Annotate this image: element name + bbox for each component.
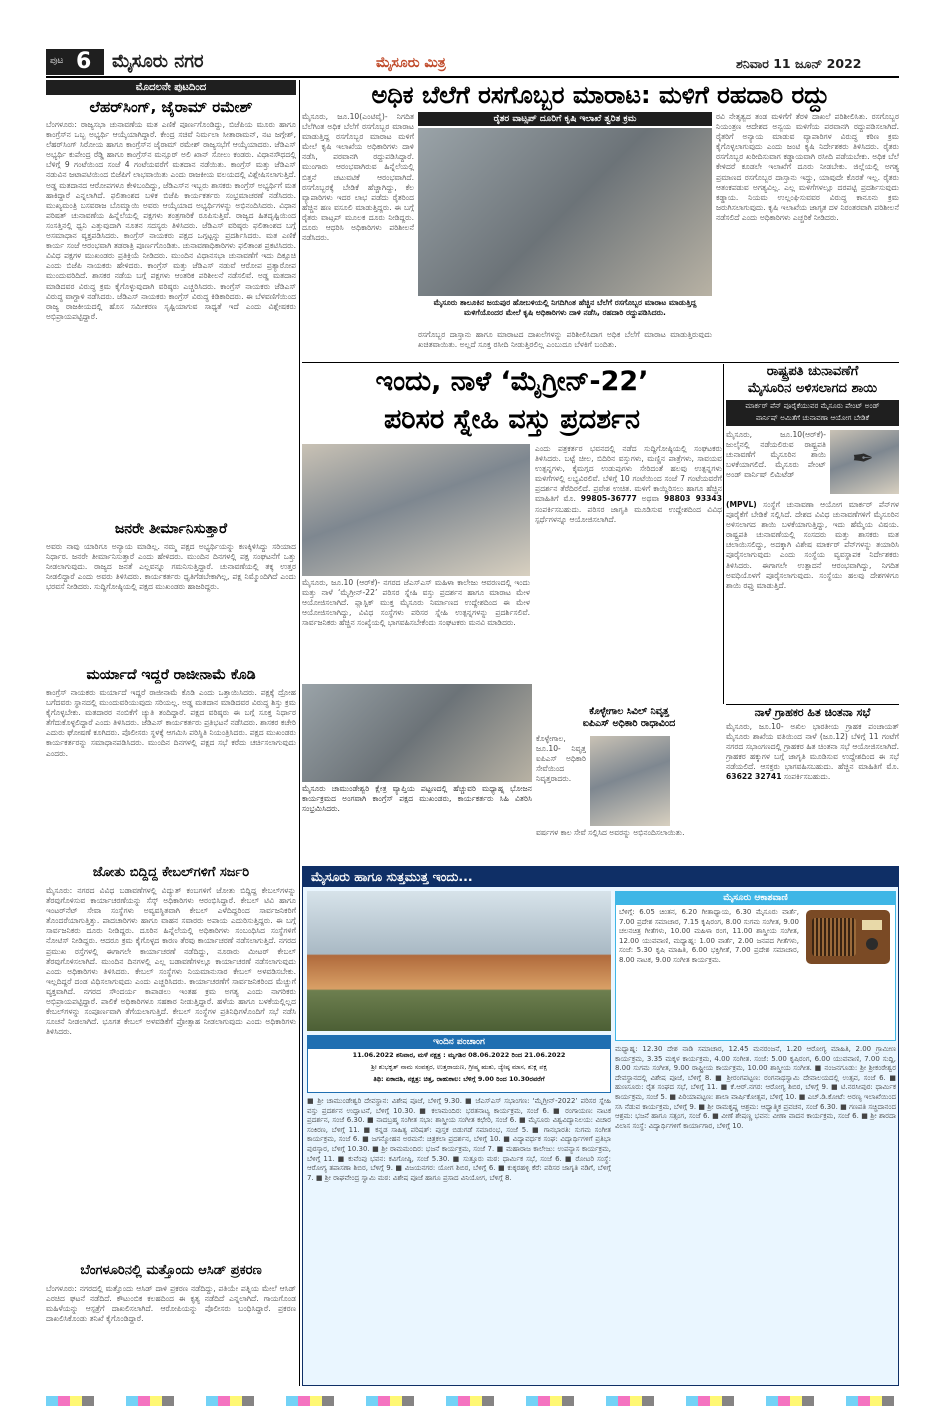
election-headline-line2: ಮೈಸೂರಿನ ಅಳಿಸಲಾಗದ ಶಾಯಿ	[747, 381, 878, 396]
radio-title-bar	[616, 892, 895, 905]
story4-headline: ಜೋತು ಬಿದ್ದಿದ್ದ ಕೇಬಲ್‌ಗಳಿಗೆ ಸರ್ಜರಿ	[92, 865, 250, 880]
fountain-pen-icon: ✒	[852, 444, 874, 474]
radio-speaker-grille	[812, 918, 856, 956]
story2-headline: ಜನರೇ ತೀರ್ಮಾನಿಸುತ್ತಾರೆ	[114, 521, 228, 537]
consumer-phone: 63622 32741	[726, 772, 782, 782]
story5-headline: ಬೆಂಗಳೂರಿನಲ್ಲಿ ಮತ್ತೊಂದು ಆಸಿಡ್ ಪ್ರಕರಣ	[80, 1263, 262, 1278]
election-acronym: (MPVL)	[726, 500, 757, 509]
kicker-label: ಮೊದಲನೇ ಪುಟದಿಂದ	[135, 82, 207, 93]
palace-photo	[307, 891, 611, 1031]
panchanga-title: ಇಂದಿನ ಪಂಚಾಂಗ	[433, 1037, 485, 1047]
issue-date: ಶನಿವಾರ 11 ಜೂನ್ 2022	[736, 56, 862, 71]
story3-body: ಕಾಂಗ್ರೆಸ್ ನಾಯಕರು ಮರ್ಯಾದೆ ಇದ್ದರೆ ರಾಜೀನಾಮೆ ಕೊಡಿ ಎಂದು ಒತ್ತಾಯಿಸಿದರು. ಪಕ್ಷಕ್ಕೆ ದ್ರೋಹ ಬಗೆದವರು ಸ್ಥಾನದಲ್ಲಿ ಮುಂದುವರಿಯುವುದು ಸರಿಯಲ್ಲ. ಅಡ್ಡ ಮತದಾನ ಮಾಡಿದವರ ವಿರುದ್ಧ ಶಿಸ್ತು ಕ್ರಮ ಕೈಗೊಳ್ಳಬೇಕು. ಮತದಾರರ ನಂಬಿಕೆಗೆ ಚ್ಯುತಿ ತಂದಿದ್ದಾರೆ. ಪಕ್ಷದ ವರಿಷ್ಠರು ಈ ಬಗ್ಗೆ ಸೂಕ್ತ ನಿರ್ಧಾರ ತೆಗೆದುಕೊಳ್ಳಲಿದ್ದಾರೆ ಎಂದು ತಿಳಿಸಿದರು. ಜೆಡಿಎಸ್ ಕಾರ್ಯಕರ್ತರು ಪ್ರತಿಭಟನೆ ನಡೆಸಿದರು. ಶಾಸಕರ ಕಚೇರಿ ಎದುರು ಘೋಷಣೆ ಕೂಗಿದರು. ಪೊಲೀಸರು ಸ್ಥಳಕ್ಕೆ ಆಗಮಿಸಿ ಪರಿಸ್ಥಿತಿ ನಿಯಂತ್ರಿಸಿದರು. ಪಕ್ಷದ ಮುಖಂಡರು ಕಾರ್ಯಕರ್ತರನ್ನು ಸಮಾಧಾನಪಡಿಸಿದರು. ಮುಂದಿನ ದಿನಗಳಲ್ಲಿ ಪಕ್ಷದ ಸಭೆ ಕರೆದು ಚರ್ಚಿಸಲಾಗುವುದು ಎಂದರು.	[46, 688, 296, 758]
column-divider	[299, 80, 300, 1386]
consumer-story	[726, 706, 899, 856]
election-divider	[723, 364, 724, 704]
expo-body-right: ಎಂದು ಪತ್ರಕರ್ತರ ಭವನದಲ್ಲಿ ನಡೆದ ಸುದ್ದಿಗೋಷ್ಠಿಯಲ್ಲಿ ಸಂಘಟಕರು ತಿಳಿಸಿದರು. ಬಟ್ಟೆ ಚೀಲ, ಬಿದಿರಿನ ವಸ್ತುಗಳು, ಮಣ್ಣಿನ ಪಾತ್ರೆಗಳು, ಸಾವಯವ ಉತ್ಪನ್ನಗಳು, ಕೈಮಗ್ಗದ ಉಡುಪುಗಳು ಸೇರಿದಂತೆ ಹಲವು ಉತ್ಪನ್ನಗಳು ಮಳಿಗೆಗಳಲ್ಲಿ ಲಭ್ಯವಿರಲಿವೆ. ಬೆಳಿಗ್ಗೆ 10 ಗಂಟೆಯಿಂದ ಸಂಜೆ 7 ಗಂಟೆಯವರೆಗೆ ಪ್ರದರ್ಶನ ತೆರೆದಿರಲಿದೆ. ಪ್ರವೇಶ ಉಚಿತ. ಮಳಿಗೆ ಕಾಯ್ದಿರಿಸಲು ಹಾಗೂ ಹೆಚ್ಚಿನ ಮಾಹಿತಿಗೆ ಮೊ. 99805-36777 ಅಥವಾ 98803 93343 ಸಂಪರ್ಕಿಸಬಹುದು. ಪರಿಸರ ಜಾಗೃತಿ ಮೂಡಿಸುವ ಉದ್ದೇಶದಿಂದ ವಿವಿಧ ಸ್ಪರ್ಧೆಗಳನ್ನೂ ಆಯೋಜಿಸಲಾಗಿದೆ.	[535, 444, 722, 524]
expo-headline-line2: ಪರಿಸರ ಸ್ನೇಹಿ ವಸ್ತು ಪ್ರದರ್ಶನ	[383, 404, 641, 435]
election-subhead-line2: ವಾರ್ನಿಷ್ ಅಮಿತೆಗೆ ಚುನಾವಣಾ ಆಯೋಗ ಬೇಡಿಕೆ	[755, 413, 870, 422]
radio-icon	[806, 910, 890, 964]
retirement-photo	[590, 736, 670, 826]
page-header	[46, 49, 899, 78]
story4-body: ಮೈಸೂರು: ನಗರದ ವಿವಿಧ ಬಡಾವಣೆಗಳಲ್ಲಿ ವಿದ್ಯುತ್ ಕಂಬಗಳಿಗೆ ಜೋತು ಬಿದ್ದಿದ್ದ ಕೇಬಲ್‌ಗಳನ್ನು ತೆರವುಗೊಳಿಸುವ ಕಾರ್ಯಾಚರಣೆಯನ್ನು ಸೆಸ್ಕ್ ಅಧಿಕಾರಿಗಳು ಆರಂಭಿಸಿದ್ದಾರೆ. ಕೇಬಲ್ ಟಿವಿ ಹಾಗೂ ಇಂಟರ್‌ನೆಟ್ ಸೇವಾ ಸಂಸ್ಥೆಗಳು ಅವ್ಯವಸ್ಥಿತವಾಗಿ ಕೇಬಲ್ ಎಳೆದಿದ್ದರಿಂದ ಸಾರ್ವಜನಿಕರಿಗೆ ತೊಂದರೆಯಾಗುತ್ತಿತ್ತು. ಪಾದಚಾರಿಗಳು ಹಾಗೂ ವಾಹನ ಸವಾರರು ಅಪಾಯ ಎದುರಿಸುತ್ತಿದ್ದರು. ಈ ಬಗ್ಗೆ ಸಾರ್ವಜನಿಕರು ದೂರು ನೀಡಿದ್ದರು. ದೂರಿನ ಹಿನ್ನೆಲೆಯಲ್ಲಿ ಅಧಿಕಾರಿಗಳು ಸಂಬಂಧಿಸಿದ ಸಂಸ್ಥೆಗಳಿಗೆ ನೋಟಿಸ್ ನೀಡಿದ್ದರು. ಆದರೂ ಕ್ರಮ ಕೈಗೊಳ್ಳದ ಕಾರಣ ತೆರವು ಕಾರ್ಯಾಚರಣೆ ನಡೆಸಲಾಗುತ್ತಿದೆ. ನಗರದ ಪ್ರಮುಖ ರಸ್ತೆಗಳಲ್ಲಿ ಈಗಾಗಲೇ ಕಾರ್ಯಾಚರಣೆ ನಡೆದಿದ್ದು, ನೂರಾರು ಮೀಟರ್ ಕೇಬಲ್ ತೆರವುಗೊಳಿಸಲಾಗಿದೆ. ಮುಂದಿನ ದಿನಗಳಲ್ಲಿ ಎಲ್ಲ ಬಡಾವಣೆಗಳಲ್ಲೂ ಕಾರ್ಯಾಚರಣೆ ನಡೆಸಲಾಗುವುದು ಎಂದು ಅಧಿಕಾರಿಗಳು ತಿಳಿಸಿದರು. ಕೇಬಲ್ ಸಂಸ್ಥೆಗಳು ನಿಯಮಾನುಸಾರ ಕೇಬಲ್ ಅಳವಡಿಸಬೇಕು. ಇಲ್ಲದಿದ್ದರೆ ದಂಡ ವಿಧಿಸಲಾಗುವುದು ಎಂದು ಎಚ್ಚರಿಸಿದರು. ಕಾರ್ಯಾಚರಣೆಗೆ ಸಾರ್ವಜನಿಕರಿಂದ ಮೆಚ್ಚುಗೆ ವ್ಯಕ್ತವಾಗಿದೆ. ನಗರದ ಸೌಂದರ್ಯ ಕಾಪಾಡಲು ಇಂತಹ ಕ್ರಮ ಅಗತ್ಯ ಎಂದು ನಾಗರಿಕರು ಅಭಿಪ್ರಾಯಪಟ್ಟಿದ್ದಾರೆ. ಪಾಲಿಕೆ ಅಧಿಕಾರಿಗಳೂ ಸಹಕಾರ ನೀಡುತ್ತಿದ್ದಾರೆ. ಹಳೆಯ ಹಾಗೂ ಬಳಕೆಯಲ್ಲಿಲ್ಲದ ಕೇಬಲ್‌ಗಳನ್ನು ಸಂಪೂರ್ಣವಾಗಿ ತೆಗೆಯಲಾಗುತ್ತಿದೆ. ಕೇಬಲ್ ಸಂಸ್ಥೆಗಳ ಪ್ರತಿನಿಧಿಗಳೊಂದಿಗೆ ಸಭೆ ನಡೆಸಿ ಸೂಚನೆ ನೀಡಲಾಗಿದೆ. ಭೂಗತ ಕೇಬಲ್ ಅಳವಡಿಕೆಗೆ ಪ್ರೋತ್ಸಾಹ ನೀಡಲಾಗುವುದು ಎಂದು ಅಧಿಕಾರಿಗಳು ತಿಳಿಸಿದರು.	[46, 886, 296, 1037]
congress-photo	[302, 684, 532, 782]
panchanga-line3: ತಿಥಿ: ಏಕಾದಶಿ, ನಕ್ಷತ್ರ: ಚಿತ್ತ, ರಾಹುಕಾಲ: ಬೆಳಿಗ್ಗೆ 9.00 ರಿಂದ 10.30ರವರೆಗೆ	[373, 1075, 545, 1083]
panchanga-line1: 11.06.2022 ಶನಿವಾರ, ಮಳೆ ನಕ್ಷತ್ರ : ಮೃಗಶಿರ 08.06.2022 ರಿಂದ 21.06.2022	[352, 1051, 566, 1059]
kicker-bar	[46, 80, 296, 95]
election-photo	[830, 430, 899, 494]
events-list-right: ಮಧ್ಯಾಹ್ನ: 12.30 ದೇಶ ನಾಡಿ ಸಮಾಚಾರ, 12.45 ಮನರಂಜನೆ, 1.20 ಆರೋಗ್ಯ ಮಾಹಿತಿ, 2.00 ಗ್ರಾಮೀಣ ಕಾರ್ಯಕ್ರಮ, 3.35 ಮಕ್ಕಳ ಕಾರ್ಯಕ್ರಮ, 4.00 ಸಂಗೀತ. ಸಂಜೆ: 5.00 ಕೃಷಿರಂಗ, 6.00 ಯುವವಾಣಿ, 7.00 ಸುದ್ದಿ, 8.00 ಸುಗಮ ಸಂಗೀತ, 9.00 ರಾಷ್ಟ್ರೀಯ ಕಾರ್ಯಕ್ರಮ, 10.00 ಶಾಸ್ತ್ರೀಯ ಸಂಗೀತ. ■ ನಂಜನಗೂಡು: ಶ್ರೀ ಶ್ರೀಕಂಠೇಶ್ವರ ದೇವಸ್ಥಾನದಲ್ಲಿ ವಿಶೇಷ ಪೂಜೆ, ಬೆಳಿಗ್ಗೆ 8. ■ ಶ್ರೀರಂಗಪಟ್ಟಣ: ರಂಗನಾಥಸ್ವಾಮಿ ದೇವಾಲಯದಲ್ಲಿ ಉತ್ಸವ, ಸಂಜೆ 6. ■ ಹುಣಸೂರು: ರೈತ ಸಂಘದ ಸಭೆ, ಬೆಳಿಗ್ಗೆ 11. ■ ಕೆ.ಆರ್.ನಗರ: ಆರೋಗ್ಯ ಶಿಬಿರ, ಬೆಳಿಗ್ಗೆ 9. ■ ಟಿ.ನರಸೀಪುರ: ಧಾರ್ಮಿಕ ಕಾರ್ಯಕ್ರಮ, ಸಂಜೆ 5. ■ ಪಿರಿಯಾಪಟ್ಟಣ: ಶಾಲಾ ವಾರ್ಷಿಕೋತ್ಸವ, ಬೆಳಿಗ್ಗೆ 10. ■ ಎಚ್.ಡಿ.ಕೋಟೆ: ಅರಣ್ಯ ಇಲಾಖೆಯಿಂದ ಸಸಿ ನೆಡುವ ಕಾರ್ಯಕ್ರಮ, ಬೆಳಿಗ್ಗೆ 9. ■ ಶ್ರೀ ರಾಮಕೃಷ್ಣ ಆಶ್ರಮ: ಆಧ್ಯಾತ್ಮಿಕ ಪ್ರವಚನ, ಸಂಜೆ 6.30. ■ ಗಣಪತಿ ಸಚ್ಚಿದಾನಂದ ಆಶ್ರಮ: ಭಜನೆ ಹಾಗೂ ಸತ್ಸಂಗ, ಸಂಜೆ 6. ■ ವೀಣೆ ಶೇಷಣ್ಣ ಭವನ: ವೀಣಾ ವಾದನ ಕಾರ್ಯಕ್ರಮ, ಸಂಜೆ 6. ■ ಶ್ರೀ ಶಾರದಾ ವಿಲಾಸ ಸಂಸ್ಥೆ: ವಿದ್ಯಾರ್ಥಿಗಳಿಗೆ ಕಾರ್ಯಾಗಾರ, ಬೆಳಿಗ್ಗೆ 10.	[615, 1045, 896, 1130]
radio-box	[615, 891, 896, 1041]
retirement-headline-line1: ಕೊಳ್ಳೇಗಾಲ ಸಿವಿಲ್ ನಿವೃತ್ತ	[589, 706, 669, 717]
lead-subhead-bar	[418, 112, 712, 126]
election-body: ಮೈಸೂರು, ಜೂ.10(ಆರ್‌ಕೆ)- ಜುಲೈನಲ್ಲಿ ನಡೆಯಲಿರುವ ರಾಷ್ಟ್ರಪತಿ ಚುನಾವಣೆಗೆ ಮೈಸೂರಿನ ಶಾಯಿ ಬಳಕೆಯಾಗಲಿದೆ. ಮೈಸೂರು ಪೇಂಟ್ ಅಂಡ್ ವಾರ್ನಿಷ್ ಲಿಮಿಟೆಡ್	[726, 430, 826, 480]
page-label: ಪುಟ	[50, 56, 64, 66]
header-rule	[46, 76, 899, 78]
expo-photo	[302, 444, 530, 576]
lead-body-col3: ರವಿ ನೇತೃತ್ವದ ತಂಡ ಮಳಿಗೆಗೆ ತೆರಳಿ ದಾಖಲೆ ಪರಿಶೀಲಿಸಿತು. ರಸಗೊಬ್ಬರ ನಿಯಂತ್ರಣ ಆದೇಶದ ಅನ್ವಯ ಮಳಿಗೆಯ ಪರವಾನಗಿ ರದ್ದುಪಡಿಸಲಾಗಿದೆ. ರೈತರಿಗೆ ಅನ್ಯಾಯ ಮಾಡುವ ವ್ಯಾಪಾರಿಗಳ ವಿರುದ್ಧ ಕಠಿಣ ಕ್ರಮ ಕೈಗೊಳ್ಳಲಾಗುವುದು ಎಂದು ಜಂಟಿ ಕೃಷಿ ನಿರ್ದೇಶಕರು ತಿಳಿಸಿದರು. ರೈತರು ರಸಗೊಬ್ಬರ ಖರೀದಿಸುವಾಗ ಕಡ್ಡಾಯವಾಗಿ ರಸೀದಿ ಪಡೆಯಬೇಕು. ಅಧಿಕ ಬೆಲೆ ಕೇಳಿದರೆ ಕೂಡಲೇ ಇಲಾಖೆಗೆ ದೂರು ನೀಡಬೇಕು. ಜಿಲ್ಲೆಯಲ್ಲಿ ಅಗತ್ಯ ಪ್ರಮಾಣದ ರಸಗೊಬ್ಬರ ದಾಸ್ತಾನು ಇದ್ದು, ಯಾವುದೇ ಕೊರತೆ ಇಲ್ಲ. ರೈತರು ಆತಂಕಪಡುವ ಅಗತ್ಯವಿಲ್ಲ. ಎಲ್ಲ ಮಳಿಗೆಗಳಲ್ಲೂ ದರಪಟ್ಟಿ ಪ್ರದರ್ಶಿಸುವುದು ಕಡ್ಡಾಯ. ನಿಯಮ ಉಲ್ಲಂಘಿಸುವವರ ವಿರುದ್ಧ ಕಾನೂನು ಕ್ರಮ ಜರುಗಿಸಲಾಗುವುದು. ಕೃಷಿ ಇಲಾಖೆಯ ಜಾಗೃತ ದಳ ನಿರಂತರವಾಗಿ ಪರಿಶೀಲನೆ ನಡೆಸಲಿದೆ ಎಂದು ಅಧಿಕಾರಿಗಳು ಎಚ್ಚರಿಕೆ ನೀಡಿದರು.	[716, 112, 899, 222]
panchanga-box	[307, 1035, 611, 1093]
consumer-top-rule	[726, 704, 899, 705]
radio-knob	[866, 938, 878, 950]
story3-headline: ಮರ್ಯಾದೆ ಇದ್ದರೆ ರಾಜೀನಾಮೆ ಕೊಡಿ	[86, 667, 256, 683]
expo-phone-2: 98803 93343	[664, 494, 722, 504]
lead-body-col2: ರಸಗೊಬ್ಬರ ದಾಸ್ತಾನು ಹಾಗೂ ಮಾರಾಟದ ದಾಖಲೆಗಳನ್ನು ಪರಿಶೀಲಿಸಿದಾಗ ಅಧಿಕ ಬೆಲೆಗೆ ಮಾರಾಟ ಮಾಡುತ್ತಿರುವುದು ಖಚಿತವಾಯಿತು. ಅಲ್ಲದೆ ಸೂಕ್ತ ರಸೀದಿ ನೀಡುತ್ತಿರಲಿಲ್ಲ ಎಂಬುದೂ ಬೆಳಕಿಗೆ ಬಂದಿತು.	[418, 330, 712, 350]
story1-body: ಬೆಂಗಳೂರು: ರಾಜ್ಯಸಭಾ ಚುನಾವಣೆಯ ಮತ ಎಣಿಕೆ ಪೂರ್ಣಗೊಂಡಿದ್ದು, ಬಿಜೆಪಿಯ ಮೂರು ಹಾಗೂ ಕಾಂಗ್ರೆಸ್‌ನ ಒಬ್ಬ ಅಭ್ಯರ್ಥಿ ಆಯ್ಕೆಯಾಗಿದ್ದಾರೆ. ಕೇಂದ್ರ ಸಚಿವೆ ನಿರ್ಮಲಾ ಸೀತಾರಾಮನ್, ನಟ ಜಗ್ಗೇಶ್, ಲೆಹರ್‌ಸಿಂಗ್ ಸಿರೋಯ ಹಾಗೂ ಕಾಂಗ್ರೆಸ್‌ನ ಜೈರಾಮ್ ರಮೇಶ್ ರಾಜ್ಯಸಭೆಗೆ ಆಯ್ಕೆಯಾದರು. ಜೆಡಿಎಸ್ ಅಭ್ಯರ್ಥಿ ಕುಪೇಂದ್ರ ರೆಡ್ಡಿ ಹಾಗೂ ಕಾಂಗ್ರೆಸ್‌ನ ಮನ್ಸೂರ್ ಅಲಿ ಖಾನ್ ಸೋಲು ಕಂಡರು. ವಿಧಾನಸೌಧದಲ್ಲಿ ಬೆಳಿಗ್ಗೆ 9 ಗಂಟೆಯಿಂದ ಸಂಜೆ 4 ಗಂಟೆಯವರೆಗೆ ಮತದಾನ ನಡೆಯಿತು. ಕಾಂಗ್ರೆಸ್ ಮತ್ತು ಜೆಡಿಎಸ್ ನಡುವಿನ ಜಟಾಪಟಿಯಿಂದ ಬಿಜೆಪಿಗೆ ಲಾಭವಾಯಿತು ಎಂದು ರಾಜಕೀಯ ವಲಯದಲ್ಲಿ ವಿಶ್ಲೇಷಿಸಲಾಗುತ್ತಿದೆ. ಅಡ್ಡ ಮತದಾನದ ಆರೋಪಗಳೂ ಕೇಳಿಬಂದಿದ್ದು, ಜೆಡಿಎಸ್‌ನ ಇಬ್ಬರು ಶಾಸಕರು ಕಾಂಗ್ರೆಸ್ ಅಭ್ಯರ್ಥಿಗೆ ಮತ ಹಾಕಿದ್ದಾರೆ ಎನ್ನಲಾಗಿದೆ. ಫಲಿತಾಂಶದ ಬಳಿಕ ಬಿಜೆಪಿ ಕಾರ್ಯಕರ್ತರು ಸಂಭ್ರಮಾಚರಣೆ ನಡೆಸಿದರು. ಮುಖ್ಯಮಂತ್ರಿ ಬಸವರಾಜ ಬೊಮ್ಮಾಯಿ ಅವರು ಆಯ್ಕೆಯಾದ ಅಭ್ಯರ್ಥಿಗಳನ್ನು ಅಭಿನಂದಿಸಿದರು. ವಿಧಾನ ಪರಿಷತ್ ಚುನಾವಣೆಯ ಹಿನ್ನೆಲೆಯಲ್ಲಿ ಪಕ್ಷಗಳು ತಂತ್ರಗಾರಿಕೆ ರೂಪಿಸುತ್ತಿವೆ. ರಾಜ್ಯದ ಹಿತದೃಷ್ಟಿಯಿಂದ ಸಂಸತ್ತಿನಲ್ಲಿ ಧ್ವನಿ ಎತ್ತುವುದಾಗಿ ನೂತನ ಸದಸ್ಯರು ತಿಳಿಸಿದರು. ಜೆಡಿಎಸ್ ವರಿಷ್ಠರು ಫಲಿತಾಂಶದ ಬಗ್ಗೆ ಅಸಮಾಧಾನ ವ್ಯಕ್ತಪಡಿಸಿದರು. ಕಾಂಗ್ರೆಸ್ ನಾಯಕರು ಪಕ್ಷದ ಒಗ್ಗಟ್ಟನ್ನು ಪ್ರದರ್ಶಿಸಿದರು. ಮತ ಎಣಿಕೆ ಕಾರ್ಯ ಸಂಜೆ ಆರಂಭವಾಗಿ ತಡರಾತ್ರಿ ಪೂರ್ಣಗೊಂಡಿತು. ಚುನಾವಣಾಧಿಕಾರಿಗಳು ಫಲಿತಾಂಶ ಪ್ರಕಟಿಸಿದರು. ವಿವಿಧ ಪಕ್ಷಗಳ ಮುಖಂಡರು ಪ್ರತಿಕ್ರಿಯೆ ನೀಡಿದರು. ಮುಂದಿನ ವಿಧಾನಸಭಾ ಚುನಾವಣೆಗೆ ಇದು ದಿಕ್ಸೂಚಿ ಎಂದು ಬಿಜೆಪಿ ನಾಯಕರು ಹೇಳಿದರು. ಕಾಂಗ್ರೆಸ್ ಮತ್ತು ಜೆಡಿಎಸ್ ನಡುವೆ ಆರೋಪ ಪ್ರತ್ಯಾರೋಪ ಮುಂದುವರಿದಿದೆ. ಶಾಸಕರ ನಡೆಯ ಬಗ್ಗೆ ಪಕ್ಷಗಳು ಆಂತರಿಕ ಪರಿಶೀಲನೆ ನಡೆಸಲಿವೆ. ಅಡ್ಡ ಮತದಾನ ಮಾಡಿದವರ ವಿರುದ್ಧ ಕ್ರಮ ಕೈಗೊಳ್ಳುವುದಾಗಿ ವರಿಷ್ಠರು ಎಚ್ಚರಿಸಿದರು. ಕಾಂಗ್ರೆಸ್ ನಾಯಕರು ಜೆಡಿಎಸ್ ವಿರುದ್ಧ ವಾಗ್ದಾಳಿ ನಡೆಸಿದರು. ಜೆಡಿಎಸ್ ನಾಯಕರು ಕಾಂಗ್ರೆಸ್ ವಿರುದ್ಧ ಕಿಡಿಕಾರಿದರು. ಈ ಬೆಳವಣಿಗೆಯಿಂದ ರಾಜ್ಯ ರಾಜಕೀಯದಲ್ಲಿ ಹೊಸ ಸಮೀಕರಣ ಸೃಷ್ಟಿಯಾಗುವ ಸಾಧ್ಯತೆ ಇದೆ ಎಂದು ವಿಶ್ಲೇಷಕರು ಅಭಿಪ್ರಾಯಪಟ್ಟಿದ್ದಾರೆ.	[46, 120, 296, 321]
bottom-color-bar	[46, 1396, 899, 1406]
expo-phone-1: 99805-36777	[580, 494, 637, 504]
consumer-headline: ನಾಳೆ ಗ್ರಾಹಕರ ಹಿತ ಚಿಂತನಾ ಸಭೆ	[754, 706, 871, 719]
expo-headline-line1: ಇಂದು, ನಾಳೆ ‘ಮೈಗ್ರೀನ್-22’	[375, 366, 649, 397]
congress-caption: ಮೈಸೂರು ಚಾಮುಂಡೇಶ್ವರಿ ಕ್ಷೇತ್ರ ವ್ಯಾಪ್ತಿಯ ಪಟ್ಟಣದಲ್ಲಿ ಹೆಚ್ಚುವರಿ ಮಧ್ಯಾಹ್ನ ಭೋಜನ ಕಾರ್ಯಕ್ರಮದ ಅಂಗವಾಗಿ ಕಾಂಗ್ರೆಸ್ ಪಕ್ಷದ ಮುಖಂಡರು, ಕಾರ್ಯಕರ್ತರು ಸಿಹಿ ವಿತರಿಸಿ ಸಂಭ್ರಮಿಸಿದರು.	[302, 784, 532, 813]
radio-schedule: ಬೆಳಿಗ್ಗೆ: 6.05 ಚಿಂತನ, 6.20 ಗೀತಾಧ್ಯಾಯ, 6.30 ಮೈಸೂರು ವಾರ್ತೆ, 7.00 ಪ್ರದೇಶ ಸಮಾಚಾರ, 7.15 ಕೃಷಿರಂಗ, 8.00 ಸುಗಮ ಸಂಗೀತ, 9.00 ಚಲನಚಿತ್ರ ಗೀತೆಗಳು, 10.00 ಮಹಿಳಾ ರಂಗ, 11.00 ಶಾಸ್ತ್ರೀಯ ಸಂಗೀತ, 12.00 ಯುವವಾಣಿ, ಮಧ್ಯಾಹ್ನ: 1.00 ವಾರ್ತೆ, 2.00 ಜನಪದ ಗೀತೆಗಳು, ಸಂಜೆ: 5.30 ಕೃಷಿ ಮಾಹಿತಿ, 6.00 ಭಕ್ತಿಗೀತೆ, 7.00 ಪ್ರದೇಶ ಸಮಾಚಾರ, 8.00 ನಾಟಕ, 9.00 ಸಂಗೀತ ಕಾರ್ಯಕ್ರಮ.	[619, 908, 799, 964]
lead-story	[302, 80, 899, 362]
section-title: ಮೈಸೂರು ನಗರ	[112, 51, 204, 72]
paper-name: ಮೈಸೂರು ಮಿತ್ರ	[376, 55, 446, 71]
expo-story	[302, 364, 722, 864]
around-section	[302, 866, 899, 1386]
left-column	[46, 80, 296, 1386]
panchanga-line2: ಶ್ರೀ ಶುಭಕೃತ್ ನಾಮ ಸಂವತ್ಸರ, ಉತ್ತರಾಯಣ, ಗ್ರೀಷ್ಮ ಋತು, ಜ್ಯೇಷ್ಠ ಮಾಸ, ಶುಕ್ಲ ಪಕ್ಷ	[371, 1063, 547, 1071]
lead-body-col1: ಮೈಸೂರು, ಜೂ.10(ಎಂಟಿವೈ)- ನಿಗದಿತ ಬೆಲೆಗಿಂತ ಅಧಿಕ ಬೆಲೆಗೆ ರಸಗೊಬ್ಬರ ಮಾರಾಟ ಮಾಡುತ್ತಿದ್ದ ರಸಗೊಬ್ಬರ ಮಾರಾಟ ಮಳಿಗೆ ಮೇಲೆ ಕೃಷಿ ಇಲಾಖೆಯ ಅಧಿಕಾರಿಗಳು ದಾಳಿ ನಡೆಸಿ, ಪರವಾನಗಿ ರದ್ದುಪಡಿಸಿದ್ದಾರೆ. ಮುಂಗಾರು ಆರಂಭವಾಗಿರುವ ಹಿನ್ನೆಲೆಯಲ್ಲಿ ಬಿತ್ತನೆ ಚಟುವಟಿಕೆ ಆರಂಭವಾಗಿದೆ. ರಸಗೊಬ್ಬರಕ್ಕೆ ಬೇಡಿಕೆ ಹೆಚ್ಚಾಗಿದ್ದು, ಕೆಲ ವ್ಯಾಪಾರಿಗಳು ಇದರ ಲಾಭ ಪಡೆದು ರೈತರಿಂದ ಹೆಚ್ಚಿನ ಹಣ ವಸೂಲಿ ಮಾಡುತ್ತಿದ್ದರು. ಈ ಬಗ್ಗೆ ರೈತರು ವಾಟ್ಸಪ್ ಮೂಲಕ ದೂರು ನೀಡಿದ್ದರು. ದೂರು ಆಧರಿಸಿ ಅಧಿಕಾರಿಗಳು ಪರಿಶೀಲನೆ ನಡೆಸಿದರು.	[302, 112, 414, 243]
retirement-body-2: ವರ್ಷಗಳ ಕಾಲ ಸೇವೆ ಸಲ್ಲಿಸಿದ ಅವರನ್ನು ಅಭಿನಂದಿಸಲಾಯಿತು.	[536, 828, 685, 837]
lead-photo	[418, 128, 712, 296]
election-headline-line1: ರಾಷ್ಟ್ರಪತಿ ಚುನಾವಣೆಗೆ	[766, 364, 859, 379]
lead-photo-caption: ಮೈಸೂರು ತಾಲೂಕಿನ ಜಯಪುರ ಹೋಬಳಿಯಲ್ಲಿ ನಿಗದಿಗಿಂತ ಹೆಚ್ಚಿನ ಬೆಲೆಗೆ ರಸಗೊಬ್ಬರ ಮಾರಾಟ ಮಾಡುತ್ತಿದ್ದ ಮಳಿಗೆಯೊಂದರ ಮೇಲೆ ಕೃಷಿ ಅಧಿಕಾರಿಗಳು ದಾಳಿ ನಡೆಸಿ, ರಹದಾರಿ ರದ್ದುಪಡಿಸಿದರು.	[433, 298, 697, 317]
lead-bottom-rule	[302, 362, 899, 363]
radio-title: ಮೈಸೂರು ಆಕಾಶವಾಣಿ	[723, 893, 788, 903]
around-title-bar	[303, 867, 898, 887]
retirement-headline-line2: ಐಪಿಎಸ್ ಅಧಿಕಾರಿ ರಾಧಾವಿಂದ	[582, 718, 676, 729]
retirement-story	[536, 706, 722, 856]
around-title: ಮೈಸೂರು ಹಾಗೂ ಸುತ್ತಮುತ್ತ ಇಂದು...	[311, 869, 473, 884]
story2-body: ಅವರು ನಾವು ಯಾರಿಗೂ ಅನ್ಯಾಯ ಮಾಡಿಲ್ಲ. ನಮ್ಮ ಪಕ್ಷದ ಅಭ್ಯರ್ಥಿಯನ್ನು ಕಣಕ್ಕಿಳಿಸಿದ್ದು ಸರಿಯಾದ ನಿರ್ಧಾರ. ಜನರೇ ತೀರ್ಮಾನಿಸುತ್ತಾರೆ ಎಂದು ಹೇಳಿದರು. ಮುಂದಿನ ದಿನಗಳಲ್ಲಿ ಪಕ್ಷ ಸಂಘಟನೆಗೆ ಒತ್ತು ನೀಡಲಾಗುವುದು. ರಾಜ್ಯದ ಜನತೆ ಎಲ್ಲವನ್ನೂ ಗಮನಿಸುತ್ತಿದ್ದಾರೆ. ಚುನಾವಣೆಯಲ್ಲಿ ತಕ್ಕ ಉತ್ತರ ನೀಡಲಿದ್ದಾರೆ ಎಂದು ಅವರು ತಿಳಿಸಿದರು. ಕಾರ್ಯಕರ್ತರು ಧೃತಿಗೆಡಬೇಕಾಗಿಲ್ಲ, ಪಕ್ಷ ನಿಮ್ಮೊಂದಿಗಿದೆ ಎಂದು ಭರವಸೆ ನೀಡಿದರು. ಸುದ್ದಿಗೋಷ್ಠಿಯಲ್ಲಿ ಪಕ್ಷದ ಮುಖಂಡರು ಹಾಜರಿದ್ದರು.	[46, 542, 296, 592]
radio-dial	[862, 920, 882, 930]
events-list-left: ■ ಶ್ರೀ ಚಾಮುಂಡೇಶ್ವರಿ ದೇವಸ್ಥಾನ: ವಿಶೇಷ ಪೂಜೆ, ಬೆಳಿಗ್ಗೆ 9.30. ■ ಜೆಎಸ್‌ಎಸ್ ಸಭಾಂಗಣ: ‘ಮೈಗ್ರೀನ್-2022’ ಪರಿಸರ ಸ್ನೇಹಿ ವಸ್ತು ಪ್ರದರ್ಶನ ಉದ್ಘಾಟನೆ, ಬೆಳಿಗ್ಗೆ 10.30. ■ ಕಲಾಮಂದಿರ: ಭರತನಾಟ್ಯ ಕಾರ್ಯಕ್ರಮ, ಸಂಜೆ 6. ■ ರಂಗಾಯಣ: ನಾಟಕ ಪ್ರದರ್ಶನ, ಸಂಜೆ 6.30. ■ ನಾದಬ್ರಹ್ಮ ಸಂಗೀತ ಸಭಾ: ಶಾಸ್ತ್ರೀಯ ಸಂಗೀತ ಕಛೇರಿ, ಸಂಜೆ 6. ■ ಮೈಸೂರು ವಿಶ್ವವಿದ್ಯಾನಿಲಯ: ವಿಚಾರ ಸಂಕಿರಣ, ಬೆಳಿಗ್ಗೆ 11. ■ ಕನ್ನಡ ಸಾಹಿತ್ಯ ಪರಿಷತ್: ಪುಸ್ತಕ ಬಿಡುಗಡೆ ಸಮಾರಂಭ, ಸಂಜೆ 5. ■ ಗಾನಭಾರತಿ: ಸುಗಮ ಸಂಗೀತ ಕಾರ್ಯಕ್ರಮ, ಸಂಜೆ 6. ■ ಜಗನ್ಮೋಹನ ಅರಮನೆ: ಚಿತ್ರಕಲಾ ಪ್ರದರ್ಶನ, ಬೆಳಿಗ್ಗೆ 10. ■ ವಿದ್ಯಾವರ್ಧಕ ಸಂಘ: ವಿದ್ಯಾರ್ಥಿಗಳಿಗೆ ಪ್ರತಿಭಾ ಪುರಸ್ಕಾರ, ಬೆಳಿಗ್ಗೆ 10.30. ■ ಶ್ರೀ ರಾಮಮಂದಿರ: ಭಜನೆ ಕಾರ್ಯಕ್ರಮ, ಸಂಜೆ 7. ■ ಮಹಾರಾಜ ಕಾಲೇಜು: ಉಪನ್ಯಾಸ ಕಾರ್ಯಕ್ರಮ, ಬೆಳಿಗ್ಗೆ 11. ■ ಕುವೆಂಪು ಭವನ: ಕವಿಗೋಷ್ಠಿ, ಸಂಜೆ 5.30. ■ ಸುತ್ತೂರು ಮಠ: ಧಾರ್ಮಿಕ ಸಭೆ, ಸಂಜೆ 6. ■ ರೋಟರಿ ಸಂಸ್ಥೆ: ಆರೋಗ್ಯ ತಪಾಸಣಾ ಶಿಬಿರ, ಬೆಳಿಗ್ಗೆ 9. ■ ವಿಜಯನಗರ: ಯೋಗ ಶಿಬಿರ, ಬೆಳಿಗ್ಗೆ 6. ■ ಕುಕ್ಕರಹಳ್ಳಿ ಕೆರೆ: ಪರಿಸರ ಜಾಗೃತಿ ನಡಿಗೆ, ಬೆಳಿಗ್ಗೆ 7. ■ ಶ್ರೀ ರಾಘವೇಂದ್ರ ಸ್ವಾಮಿ ಮಠ: ವಿಶೇಷ ಪೂಜೆ ಹಾಗೂ ಪ್ರಸಾದ ವಿನಿಯೋಗ, ಬೆಳಿಗ್ಗೆ 8.	[307, 1097, 611, 1182]
lead-subhead: ರೈತರ ವಾಟ್ಸಪ್ ದೂರಿಗೆ ಕೃಷಿ ಇಲಾಖೆ ತ್ವರಿತ ಕ್ರಮ	[493, 114, 637, 124]
page-number-block	[46, 49, 104, 75]
panchanga-title-bar	[308, 1036, 610, 1049]
consumer-body: ಮೈಸೂರು, ಜೂ.10- ಅಖಿಲ ಭಾರತೀಯ ಗ್ರಾಹಕ ಪಂಚಾಯತ್ ಮೈಸೂರು ಶಾಖೆಯ ವತಿಯಿಂದ ನಾಳೆ (ಜೂ.12) ಬೆಳಿಗ್ಗೆ 11 ಗಂಟೆಗೆ ನಗರದ ಸಭಾಂಗಣದಲ್ಲಿ ಗ್ರಾಹಕರ ಹಿತ ಚಿಂತನಾ ಸಭೆ ಆಯೋಜಿಸಲಾಗಿದೆ. ಗ್ರಾಹಕರ ಹಕ್ಕುಗಳ ಬಗ್ಗೆ ಜಾಗೃತಿ ಮೂಡಿಸುವ ಉದ್ದೇಶದಿಂದ ಈ ಸಭೆ ನಡೆಯಲಿದೆ. ಆಸಕ್ತರು ಭಾಗವಹಿಸಬಹುದು. ಹೆಚ್ಚಿನ ಮಾಹಿತಿಗೆ ಮೊ. 63622 32741 ಸಂಪರ್ಕಿಸಬಹುದು.	[726, 722, 899, 782]
election-subhead-line1: ಮಾರ್ಕರ್ ಪೆನ್ ಪೂರೈಕೆಯುವರ ಮೈಸೂರು ಪೇಂಟ್ ಅಂಡ್	[745, 401, 880, 410]
page-number: 6	[76, 49, 92, 74]
election-body-2: (MPVL) ಸಂಸ್ಥೆಗೆ ಚುನಾವಣಾ ಆಯೋಗ ಮಾರ್ಕರ್ ಪೆನ್‌ಗಳ ಪೂರೈಕೆಗೆ ಬೇಡಿಕೆ ಸಲ್ಲಿಸಿದೆ. ದೇಶದ ವಿವಿಧ ಚುನಾವಣೆಗಳಿಗೆ ಮೈಸೂರಿನ ಅಳಿಸಲಾಗದ ಶಾಯಿ ಬಳಕೆಯಾಗುತ್ತಿದ್ದು, ಇದು ಹೆಮ್ಮೆಯ ವಿಷಯ. ರಾಷ್ಟ್ರಪತಿ ಚುನಾವಣೆಯಲ್ಲಿ ಸಂಸದರು ಮತ್ತು ಶಾಸಕರು ಮತ ಚಲಾಯಿಸಲಿದ್ದು, ಅದಕ್ಕಾಗಿ ವಿಶೇಷ ಮಾರ್ಕರ್ ಪೆನ್‌ಗಳನ್ನು ತಯಾರಿಸಿ ಪೂರೈಸಲಾಗುವುದು ಎಂದು ಸಂಸ್ಥೆಯ ವ್ಯವಸ್ಥಾಪಕ ನಿರ್ದೇಶಕರು ತಿಳಿಸಿದರು. ಈಗಾಗಲೇ ಉತ್ಪಾದನೆ ಆರಂಭವಾಗಿದ್ದು, ನಿಗದಿತ ಅವಧಿಯೊಳಗೆ ಪೂರೈಸಲಾಗುವುದು. ಸಂಸ್ಥೆಯು ಹಲವು ದೇಶಗಳಿಗೂ ಶಾಯಿ ರಫ್ತು ಮಾಡುತ್ತಿದೆ.	[726, 500, 899, 590]
election-subhead-bar	[726, 400, 899, 426]
retirement-body: ಕೊಳ್ಳೇಗಾಲ, ಜೂ.10- ನಿವೃತ್ತ ಐಪಿಎಸ್ ಅಧಿಕಾರಿ ಸೇವೆಯಿಂದ ನಿವೃತ್ತರಾದರು.	[536, 734, 586, 784]
lead-headline: ಅಧಿಕ ಬೆಲೆಗೆ ರಸಗೊಬ್ಬರ ಮಾರಾಟ: ಮಳಿಗೆ ರಹದಾರಿ ರದ್ದು	[371, 81, 830, 109]
election-story	[726, 364, 899, 704]
story1-headline: ಲೆಹರ್‌ಸಿಂಗ್, ಜೈರಾಮ್ ರಮೇಶ್	[89, 98, 253, 116]
story5-body: ಬೆಂಗಳೂರು: ನಗರದಲ್ಲಿ ಮತ್ತೊಂದು ಆಸಿಡ್ ದಾಳಿ ಪ್ರಕರಣ ನಡೆದಿದ್ದು, ಪತಿಯೇ ಪತ್ನಿಯ ಮೇಲೆ ಆಸಿಡ್ ಎರಚಿದ ಘಟನೆ ನಡೆದಿದೆ. ಕೌಟುಂಬಿಕ ಕಲಹದಿಂದ ಈ ಕೃತ್ಯ ನಡೆದಿದೆ ಎನ್ನಲಾಗಿದೆ. ಗಾಯಗೊಂಡ ಮಹಿಳೆಯನ್ನು ಆಸ್ಪತ್ರೆಗೆ ದಾಖಲಿಸಲಾಗಿದೆ. ಆರೋಪಿಯನ್ನು ಪೊಲೀಸರು ಬಂಧಿಸಿದ್ದಾರೆ. ಪ್ರಕರಣ ದಾಖಲಿಸಿಕೊಂಡು ತನಿಖೆ ಕೈಗೊಂಡಿದ್ದಾರೆ.	[46, 1284, 296, 1324]
expo-body-left: ಮೈಸೂರು, ಜೂ.10 (ಆರ್‌ಕೆ)- ನಗರದ ಜೆಎಸ್‌ಎಸ್ ಮಹಿಳಾ ಕಾಲೇಜು ಆವರಣದಲ್ಲಿ ಇಂದು ಮತ್ತು ನಾಳೆ ‘ಮೈಗ್ರೀನ್-22’ ಪರಿಸರ ಸ್ನೇಹಿ ವಸ್ತು ಪ್ರದರ್ಶನ ಹಾಗೂ ಮಾರಾಟ ಮೇಳ ಆಯೋಜಿಸಲಾಗಿದೆ. ಪ್ಲಾಸ್ಟಿಕ್ ಮುಕ್ತ ಮೈಸೂರು ನಿರ್ಮಾಣದ ಉದ್ದೇಶದಿಂದ ಈ ಮೇಳ ಆಯೋಜಿಸಲಾಗಿದ್ದು, ವಿವಿಧ ಸಂಸ್ಥೆಗಳು ಪರಿಸರ ಸ್ನೇಹಿ ಉತ್ಪನ್ನಗಳನ್ನು ಪ್ರದರ್ಶಿಸಲಿವೆ. ಸಾರ್ವಜನಿಕರು ಹೆಚ್ಚಿನ ಸಂಖ್ಯೆಯಲ್ಲಿ ಭಾಗವಹಿಸಬೇಕೆಂದು ಸಂಘಟಕರು ಮನವಿ ಮಾಡಿದರು.	[302, 578, 530, 628]
